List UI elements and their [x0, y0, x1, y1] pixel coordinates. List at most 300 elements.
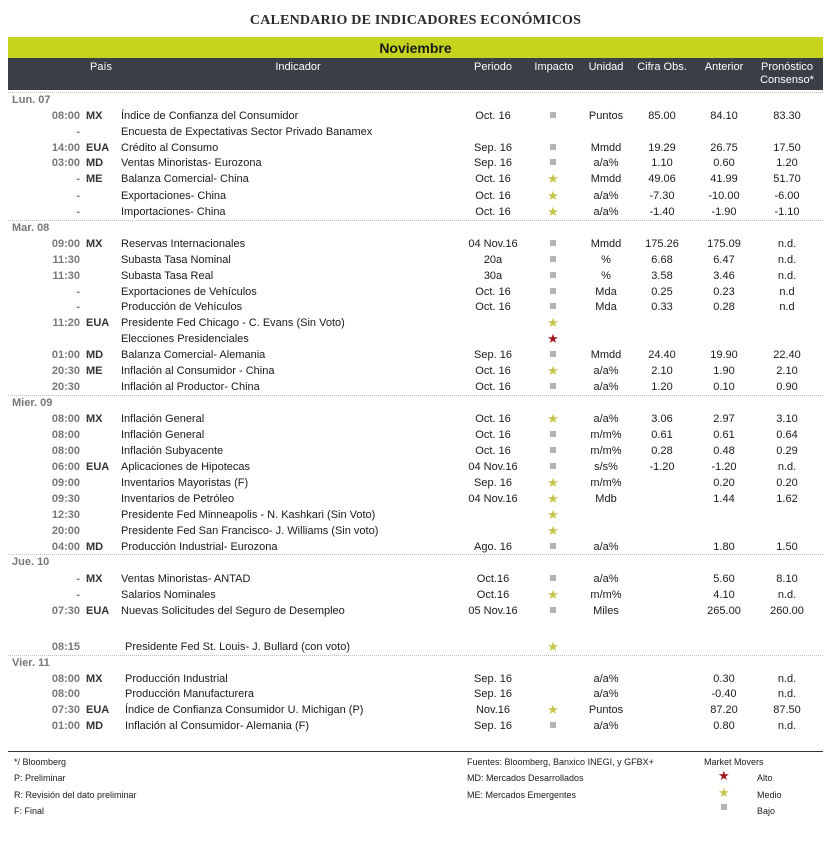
period-cell: 04 Nov.16	[468, 461, 518, 473]
obs-cell: -1.20	[649, 461, 675, 473]
month-bar	[8, 37, 823, 58]
obs-cell: 49.06	[648, 173, 676, 185]
legend-low-icon	[721, 802, 727, 812]
time-cell: 20:00	[51, 525, 80, 537]
period-cell: Oct. 16	[475, 413, 511, 425]
prev-cell: 0.10	[713, 381, 735, 393]
indicator-cell: Elecciones Presidenciales	[121, 333, 249, 345]
impact-cell	[538, 461, 568, 473]
time-cell: 08:00	[51, 413, 80, 425]
period-cell: Ago. 16	[474, 541, 512, 553]
indicator-cell: Inflación General	[121, 413, 205, 425]
table-row	[0, 365, 831, 381]
forecast-cell: n.d.	[777, 673, 797, 685]
time-cell: 08:00	[51, 445, 80, 457]
forecast-cell: 2.10	[776, 365, 798, 377]
table-row	[0, 589, 831, 605]
unit-cell: a/a%	[593, 673, 619, 685]
time-cell: 08:00	[51, 673, 80, 685]
country-cell: MX	[86, 238, 103, 250]
impact-cell	[538, 720, 568, 732]
country-cell: EUA	[86, 142, 110, 154]
low-impact-square-icon	[550, 303, 556, 309]
table-row	[0, 509, 831, 525]
medium-impact-star-icon: ★	[547, 587, 559, 602]
indicator-cell: Presidente Fed Chicago - C. Evans (Sin Voto)	[121, 317, 345, 329]
country-cell: EUA	[86, 461, 110, 473]
forecast-cell: 83.30	[773, 110, 801, 122]
day-divider	[8, 655, 823, 656]
medium-impact-star-icon: ★	[547, 363, 559, 378]
table-row	[0, 429, 831, 445]
impact-cell	[538, 589, 568, 602]
prev-cell: 6.47	[713, 254, 735, 266]
indicator-cell: Balanza Comercial- Alemania	[121, 349, 266, 361]
impact-cell	[538, 349, 568, 361]
obs-cell: -1.40	[649, 206, 675, 218]
forecast-cell: n.d.	[777, 461, 797, 473]
obs-cell: 6.68	[651, 254, 673, 266]
indicator-cell: Inflación al Consumidor- Alemania (F)	[125, 720, 310, 732]
forecast-cell: 0.20	[776, 477, 798, 489]
impact-cell	[538, 477, 568, 490]
table-row	[0, 157, 831, 173]
country-cell: EUA	[86, 704, 110, 716]
country-cell: MX	[86, 673, 103, 685]
day-label: Jue. 10	[12, 556, 50, 568]
forecast-cell: n.d	[779, 301, 795, 313]
table-row	[0, 349, 831, 365]
low-impact-square-icon	[550, 288, 556, 294]
forecast-cell: 17.50	[773, 142, 801, 154]
low-impact-square-icon	[550, 722, 556, 728]
legend-title: Market Movers	[704, 757, 764, 767]
obs-cell: 3.58	[651, 270, 673, 282]
unit-cell: Miles	[593, 605, 619, 617]
unit-cell: Mdb	[595, 493, 617, 505]
forecast-cell: n.d.	[777, 238, 797, 250]
low-impact-square-icon	[550, 463, 556, 469]
impact-cell	[538, 333, 568, 346]
unit-cell: %	[601, 254, 611, 266]
time-cell: 08:15	[51, 641, 80, 653]
medium-impact-star-icon: ★	[547, 475, 559, 490]
forecast-cell: 0.90	[776, 381, 798, 393]
prev-cell: -1.90	[711, 206, 737, 218]
period-cell: Sep. 16	[474, 349, 512, 361]
obs-cell: 19.29	[648, 142, 676, 154]
unit-cell: s/s%	[594, 461, 618, 473]
period-cell: Oct. 16	[475, 286, 511, 298]
header-indicator: Indicador	[275, 61, 321, 73]
impact-cell	[538, 445, 568, 457]
country-cell: EUA	[86, 605, 110, 617]
table-row	[0, 317, 831, 333]
prev-cell: 26.75	[710, 142, 738, 154]
country-cell: MD	[86, 720, 104, 732]
obs-cell: 1.10	[651, 157, 673, 169]
time-cell: 03:00	[51, 157, 80, 169]
footer-note: */ Bloomberg	[14, 757, 67, 767]
indicator-cell: Crédito al Consumo	[121, 142, 219, 154]
impact-cell	[538, 509, 568, 522]
prev-cell: 3.46	[713, 270, 735, 282]
time-cell: 09:00	[51, 477, 80, 489]
period-cell: Sep. 16	[474, 720, 512, 732]
unit-cell: a/a%	[593, 413, 619, 425]
indicator-cell: Producción Industrial	[125, 673, 228, 685]
footer-sources: Fuentes: Bloomberg, Banxico INEGI, y GFBX+	[467, 757, 654, 767]
low-impact-square-icon	[550, 447, 556, 453]
footer-note: F: Final	[14, 806, 45, 816]
forecast-cell: n.d.	[777, 688, 797, 700]
table-row	[0, 673, 831, 689]
time-cell: -	[76, 190, 80, 202]
impact-cell	[538, 286, 568, 298]
impact-cell	[538, 254, 568, 266]
period-cell: Oct.16	[476, 589, 510, 601]
indicator-cell: Subasta Tasa Nominal	[121, 254, 231, 266]
unit-cell: a/a%	[593, 688, 619, 700]
unit-cell: Puntos	[588, 704, 624, 716]
obs-cell: -7.30	[649, 190, 675, 202]
footer-divider	[8, 751, 823, 752]
legend-medium-icon: ★	[718, 785, 730, 800]
medium-impact-star-icon: ★	[547, 523, 559, 538]
header-impact: Impacto	[534, 61, 574, 73]
impact-cell	[538, 381, 568, 393]
footer-note: R: Revisión del dato preliminar	[14, 790, 137, 800]
time-cell: 12:30	[51, 509, 80, 521]
forecast-cell: n.d.	[777, 589, 797, 601]
impact-cell	[538, 157, 568, 169]
impact-cell	[538, 573, 568, 585]
indicator-cell: Índice de Confianza Consumidor U. Michigan (P)	[125, 704, 364, 716]
month-label: Noviembre	[379, 40, 452, 56]
impact-cell	[538, 641, 568, 654]
time-cell: 08:00	[51, 429, 80, 441]
indicator-cell: Nuevas Solicitudes del Seguro de Desempleo	[121, 605, 345, 617]
period-cell: Sep. 16	[474, 157, 512, 169]
forecast-cell: 1.62	[776, 493, 798, 505]
impact-cell	[538, 605, 568, 617]
time-cell: -	[76, 573, 80, 585]
indicator-cell: Presidente Fed San Francisco- J. Williams (Sin voto)	[121, 525, 379, 537]
indicator-cell: Inflación General	[121, 429, 205, 441]
time-cell: 20:30	[51, 365, 80, 377]
table-row	[0, 704, 831, 720]
obs-cell: 85.00	[648, 110, 676, 122]
indicator-cell: Producción Manufacturera	[125, 688, 255, 700]
prev-cell: 265.00	[707, 605, 741, 617]
period-cell: 04 Nov.16	[468, 493, 518, 505]
medium-impact-star-icon: ★	[547, 171, 559, 186]
forecast-cell: 1.20	[776, 157, 798, 169]
time-cell: -	[76, 173, 80, 185]
time-cell: 20:30	[51, 381, 80, 393]
country-cell: ME	[86, 365, 103, 377]
period-cell: Oct. 16	[475, 365, 511, 377]
country-cell: ME	[86, 173, 103, 185]
day-divider	[8, 395, 823, 396]
indicator-cell: Producción Industrial- Eurozona	[121, 541, 278, 553]
table-row	[0, 110, 831, 126]
impact-cell	[538, 704, 568, 717]
impact-cell	[538, 429, 568, 441]
period-cell: Oct. 16	[475, 381, 511, 393]
forecast-cell: 1.50	[776, 541, 798, 553]
country-cell: MD	[86, 349, 104, 361]
prev-cell: 1.44	[713, 493, 735, 505]
medium-impact-star-icon: ★	[547, 507, 559, 522]
time-cell: 09:00	[51, 238, 80, 250]
forecast-cell: 260.00	[770, 605, 804, 617]
time-cell: -	[76, 286, 80, 298]
indicator-cell: Ventas Minoristas- ANTAD	[121, 573, 251, 585]
prev-cell: 0.20	[713, 477, 735, 489]
table-row	[0, 605, 831, 621]
unit-cell: m/m%	[590, 429, 622, 441]
period-cell: Oct. 16	[475, 173, 511, 185]
table-row	[0, 286, 831, 302]
indicator-cell: Exportaciones de Vehículos	[121, 286, 257, 298]
time-cell: 07:30	[51, 704, 80, 716]
legend-high-icon: ★	[718, 768, 730, 783]
low-impact-square-icon	[550, 112, 556, 118]
legend-high-label: Alto	[757, 773, 773, 783]
obs-cell: 0.61	[651, 429, 673, 441]
indicator-cell: Aplicaciones de Hipotecas	[121, 461, 251, 473]
forecast-cell: 0.29	[776, 445, 798, 457]
table-row	[0, 333, 831, 349]
indicator-cell: Inventarios Mayoristas (F)	[121, 477, 249, 489]
time-cell: 06:00	[51, 461, 80, 473]
prev-cell: 84.10	[710, 110, 738, 122]
obs-cell: 175.26	[645, 238, 679, 250]
time-cell: -	[76, 206, 80, 218]
impact-cell	[538, 365, 568, 378]
unit-cell: Mda	[595, 301, 617, 313]
legend-low-label: Bajo	[757, 806, 776, 816]
unit-cell: m/m%	[590, 477, 622, 489]
indicator-cell: Inflación Subyacente	[121, 445, 224, 457]
header-obs: Cifra Obs.	[637, 61, 687, 73]
period-cell: Oct. 16	[475, 429, 511, 441]
time-cell: 11:30	[52, 270, 80, 282]
obs-cell: 1.20	[651, 381, 673, 393]
indicator-cell: Importaciones- China	[121, 206, 226, 218]
unit-cell: a/a%	[593, 720, 619, 732]
prev-cell: -10.00	[708, 190, 740, 202]
prev-cell: 2.97	[713, 413, 735, 425]
unit-cell: Mda	[595, 286, 617, 298]
table-row	[0, 445, 831, 461]
indicator-cell: Salarios Nominales	[121, 589, 216, 601]
unit-cell: m/m%	[590, 589, 622, 601]
country-cell: MD	[86, 541, 104, 553]
unit-cell: Mmdd	[590, 349, 622, 361]
country-cell: EUA	[86, 317, 110, 329]
forecast-cell: 8.10	[776, 573, 798, 585]
period-cell: Oct. 16	[475, 206, 511, 218]
prev-cell: 41.99	[710, 173, 738, 185]
low-impact-square-icon	[550, 383, 556, 389]
prev-cell: 175.09	[707, 238, 741, 250]
day-label: Mar. 08	[12, 222, 50, 234]
table-row	[0, 477, 831, 493]
impact-cell	[538, 206, 568, 219]
table-header	[8, 58, 823, 90]
time-cell: 11:30	[52, 254, 80, 266]
impact-cell	[538, 541, 568, 553]
indicator-cell: Presidente Fed St. Louis- J. Bullard (con voto)	[125, 641, 350, 653]
period-cell: Oct. 16	[475, 190, 511, 202]
header-forecast-line2: Consenso*	[760, 74, 814, 86]
low-impact-square-icon	[550, 575, 556, 581]
unit-cell: Mmdd	[590, 238, 622, 250]
footer-note: P: Preliminar	[14, 773, 66, 783]
table-row	[0, 573, 831, 589]
prev-cell: 1.90	[713, 365, 735, 377]
forecast-cell: 51.70	[773, 173, 801, 185]
footer-md: MD: Mercados Desarrollados	[467, 773, 584, 783]
table-row	[0, 413, 831, 429]
prev-cell: 0.23	[713, 286, 735, 298]
low-impact-square-icon	[550, 144, 556, 150]
period-cell: 04 Nov.16	[468, 238, 518, 250]
impact-cell	[538, 110, 568, 122]
time-cell: -	[76, 301, 80, 313]
period-cell: 30a	[483, 270, 503, 282]
footer-me: ME: Mercados Emergentes	[467, 790, 577, 800]
time-cell: -	[76, 589, 80, 601]
time-cell: 01:00	[51, 349, 80, 361]
low-impact-square-icon	[550, 607, 556, 613]
low-impact-square-icon	[550, 543, 556, 549]
indicator-cell: Inventarios de Petróleo	[121, 493, 235, 505]
low-impact-square-icon	[550, 240, 556, 246]
unit-cell: Puntos	[588, 110, 624, 122]
day-divider	[8, 220, 823, 221]
time-cell: 01:00	[51, 720, 80, 732]
unit-cell: Mmdd	[590, 142, 622, 154]
prev-cell: 0.80	[713, 720, 735, 732]
table-row	[0, 190, 831, 206]
time-cell: 08:00	[51, 688, 80, 700]
indicator-cell: Subasta Tasa Real	[121, 270, 214, 282]
impact-cell	[538, 413, 568, 426]
day-label: Vier. 11	[12, 657, 50, 669]
medium-impact-star-icon: ★	[547, 188, 559, 203]
low-impact-square-icon	[550, 351, 556, 357]
indicator-cell: Ventas Minoristas- Eurozona	[121, 157, 262, 169]
medium-impact-star-icon: ★	[547, 411, 559, 426]
medium-impact-star-icon: ★	[547, 315, 559, 330]
prev-cell: 19.90	[710, 349, 738, 361]
header-country: País	[89, 61, 112, 73]
prev-cell: 1.80	[713, 541, 735, 553]
period-cell: 20a	[483, 254, 503, 266]
prev-cell: -0.40	[711, 688, 737, 700]
unit-cell: a/a%	[593, 365, 619, 377]
time-cell: 14:00	[51, 142, 80, 154]
header-unit: Unidad	[588, 61, 624, 73]
impact-cell	[538, 238, 568, 250]
obs-cell: 0.25	[651, 286, 673, 298]
indicator-cell: Exportaciones- China	[121, 190, 227, 202]
day-label: Lun. 07	[12, 94, 51, 106]
medium-impact-star-icon: ★	[547, 639, 559, 654]
indicator-cell: Producción de Vehículos	[121, 301, 243, 313]
unit-cell: %	[601, 270, 611, 282]
obs-cell: 0.33	[651, 301, 673, 313]
forecast-cell: n.d.	[777, 254, 797, 266]
prev-cell: 0.48	[713, 445, 735, 457]
period-cell: Oct. 16	[475, 301, 511, 313]
impact-cell	[538, 173, 568, 186]
header-prev: Anterior	[704, 61, 744, 73]
unit-cell: a/a%	[593, 206, 619, 218]
forecast-cell: 0.64	[776, 429, 798, 441]
table-row	[0, 238, 831, 254]
period-cell: Sep. 16	[474, 673, 512, 685]
table-row	[0, 173, 831, 189]
impact-cell	[538, 317, 568, 330]
impact-cell	[538, 493, 568, 506]
low-impact-square-icon	[550, 272, 556, 278]
time-cell: 04:00	[51, 541, 80, 553]
low-impact-square-icon	[550, 256, 556, 262]
impact-cell	[538, 301, 568, 313]
unit-cell: a/a%	[593, 190, 619, 202]
country-cell: MD	[86, 157, 104, 169]
period-cell: Oct.16	[476, 573, 510, 585]
day-divider	[8, 92, 823, 93]
table-row	[0, 254, 831, 270]
table-row	[0, 525, 831, 541]
day-label: Mier. 09	[12, 397, 53, 409]
page-title: CALENDARIO DE INDICADORES ECONÓMICOS	[249, 13, 582, 28]
day-divider	[8, 554, 823, 555]
high-impact-star-icon: ★	[547, 331, 559, 346]
unit-cell: a/a%	[593, 157, 619, 169]
forecast-cell: -1.10	[774, 206, 800, 218]
forecast-cell: -6.00	[774, 190, 800, 202]
forecast-cell: 22.40	[773, 349, 801, 361]
indicator-cell: Balanza Comercial- China	[121, 173, 249, 185]
time-cell: -	[76, 126, 80, 138]
unit-cell: m/m%	[590, 445, 622, 457]
table-row	[0, 142, 831, 158]
country-cell: MX	[86, 413, 103, 425]
forecast-cell: n.d.	[777, 270, 797, 282]
time-cell: 07:30	[51, 605, 80, 617]
low-impact-square-icon	[550, 159, 556, 165]
table-row	[0, 461, 831, 477]
medium-impact-star-icon: ★	[547, 702, 559, 717]
unit-cell: a/a%	[593, 381, 619, 393]
period-cell: Oct. 16	[475, 110, 511, 122]
prev-cell: 87.20	[710, 704, 738, 716]
time-cell: 09:30	[51, 493, 80, 505]
country-cell: MX	[86, 110, 103, 122]
obs-cell: 24.40	[648, 349, 676, 361]
prev-cell: -1.20	[711, 461, 737, 473]
impact-cell	[538, 270, 568, 282]
time-cell: 08:00	[51, 110, 80, 122]
country-cell: MX	[86, 573, 103, 585]
indicator-cell: Reservas Internacionales	[121, 238, 246, 250]
